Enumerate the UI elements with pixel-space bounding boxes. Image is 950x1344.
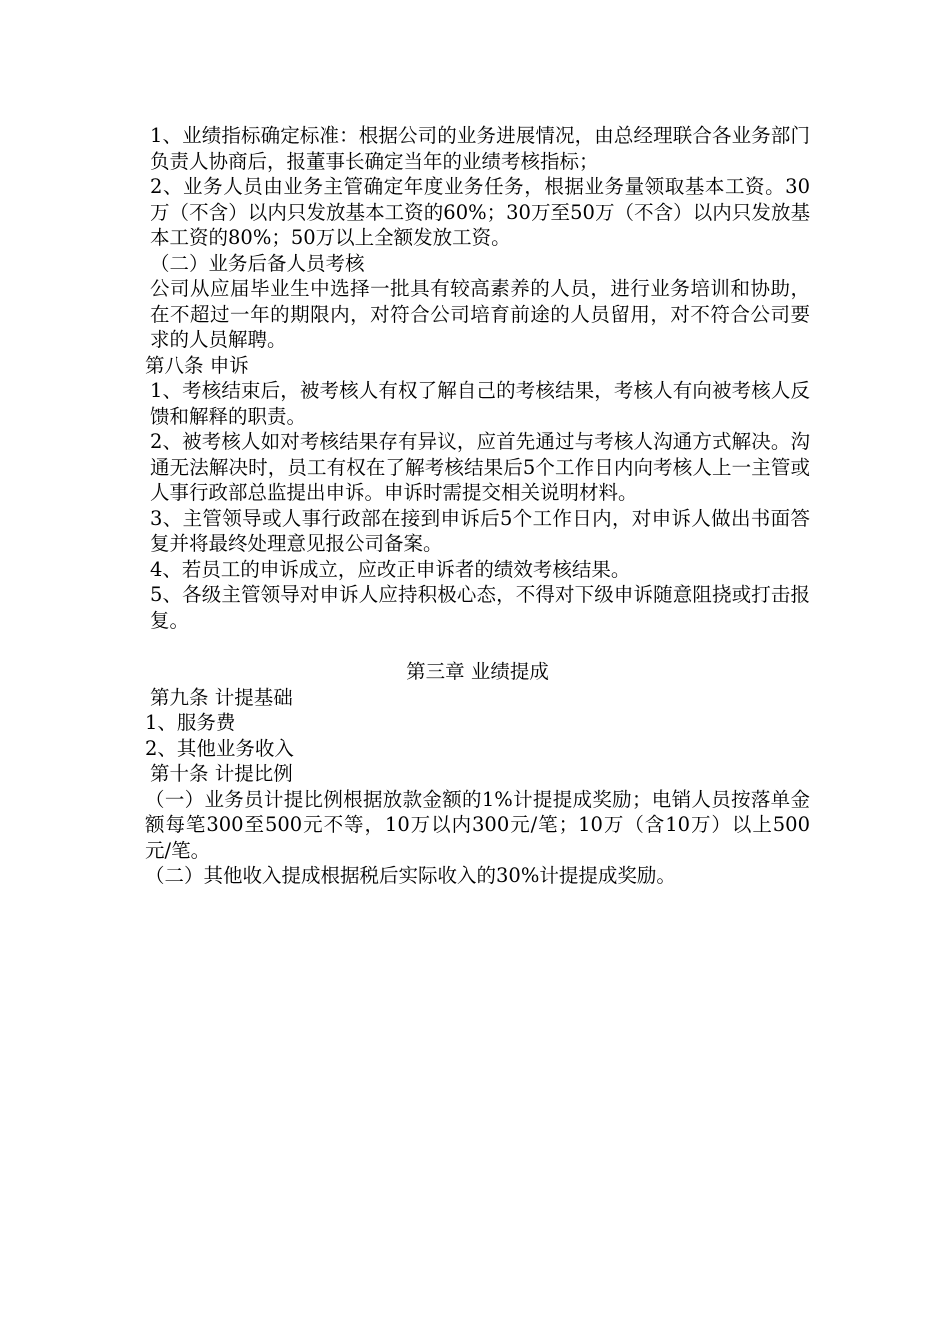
- paragraph-kpi-standard: 1、业绩指标确定标准：根据公司的业务进展情况，由总经理联合各业务部门负责人协商后，报董事长确定当年的业绩考核指标；: [150, 124, 810, 173]
- paragraph-appeal-5: 5、各级主管领导对申诉人应持积极心态，不得对下级申诉随意阻挠或打击报复。: [150, 583, 810, 632]
- paragraph-appeal-2: 2、被考核人如对考核结果存有异议，应首先通过与考核人沟通方式解决。沟通无法解决时，员工有权在了解考核结果后5个工作日内向考核人上一主管或人事行政部总监提出申诉。申诉时需提交相关说明材料。: [150, 430, 810, 504]
- paragraph-appeal-3: 3、主管领导或人事行政部在接到申诉后5个工作日内，对申诉人做出书面答复并将最终处理意见报公司备案。: [150, 506, 810, 555]
- paragraph-reserve-staff: 公司从应届毕业生中选择一批具有较高素养的人员，进行业务培训和协助，在不超过一年的期限内，对符合公司培育前途的人员留用，对不符合公司要求的人员解聘。: [150, 277, 810, 351]
- paragraph-appeal-1: 1、考核结束后，被考核人有权了解自己的考核结果，考核人有向被考核人反馈和解释的职责。: [150, 379, 810, 428]
- article-9-heading: 第九条 计提基础: [150, 685, 293, 709]
- document-page: [145, 123, 810, 889]
- paragraph-appeal-4: 4、若员工的申诉成立，应改正申诉者的绩效考核结果。: [150, 557, 631, 581]
- paragraph-commission-rate-2: （二）其他收入提成根据税后实际收入的30%计提提成奖励。: [145, 864, 676, 887]
- list-item-other-income: 2、其他业务收入: [145, 736, 294, 760]
- list-item-service-fee: 1、服务费: [145, 711, 236, 734]
- paragraph-sales-task: 2、业务人员由业务主管确定年度业务任务，根据业务量领取基本工资。30万（不含）以内只发放基本工资的60%；30万至50万（不含）以内只发放基本工资的80%；50万以上全额发放工资。: [150, 175, 810, 249]
- article-8-heading: 第八条 申诉: [145, 353, 249, 377]
- section-reserve-staff-heading: （二）业务后备人员考核: [150, 251, 365, 275]
- article-10-heading: 第十条 计提比例: [150, 762, 293, 785]
- paragraph-commission-rate-1: （一）业务员计提比例根据放款金额的1%计提提成奖励；电销人员按落单金额每笔300至500元不等，10万以内300元/笔；10万（含10万）以上500元/笔。: [145, 787, 810, 862]
- chapter-title: 第三章 业绩提成: [406, 660, 549, 683]
